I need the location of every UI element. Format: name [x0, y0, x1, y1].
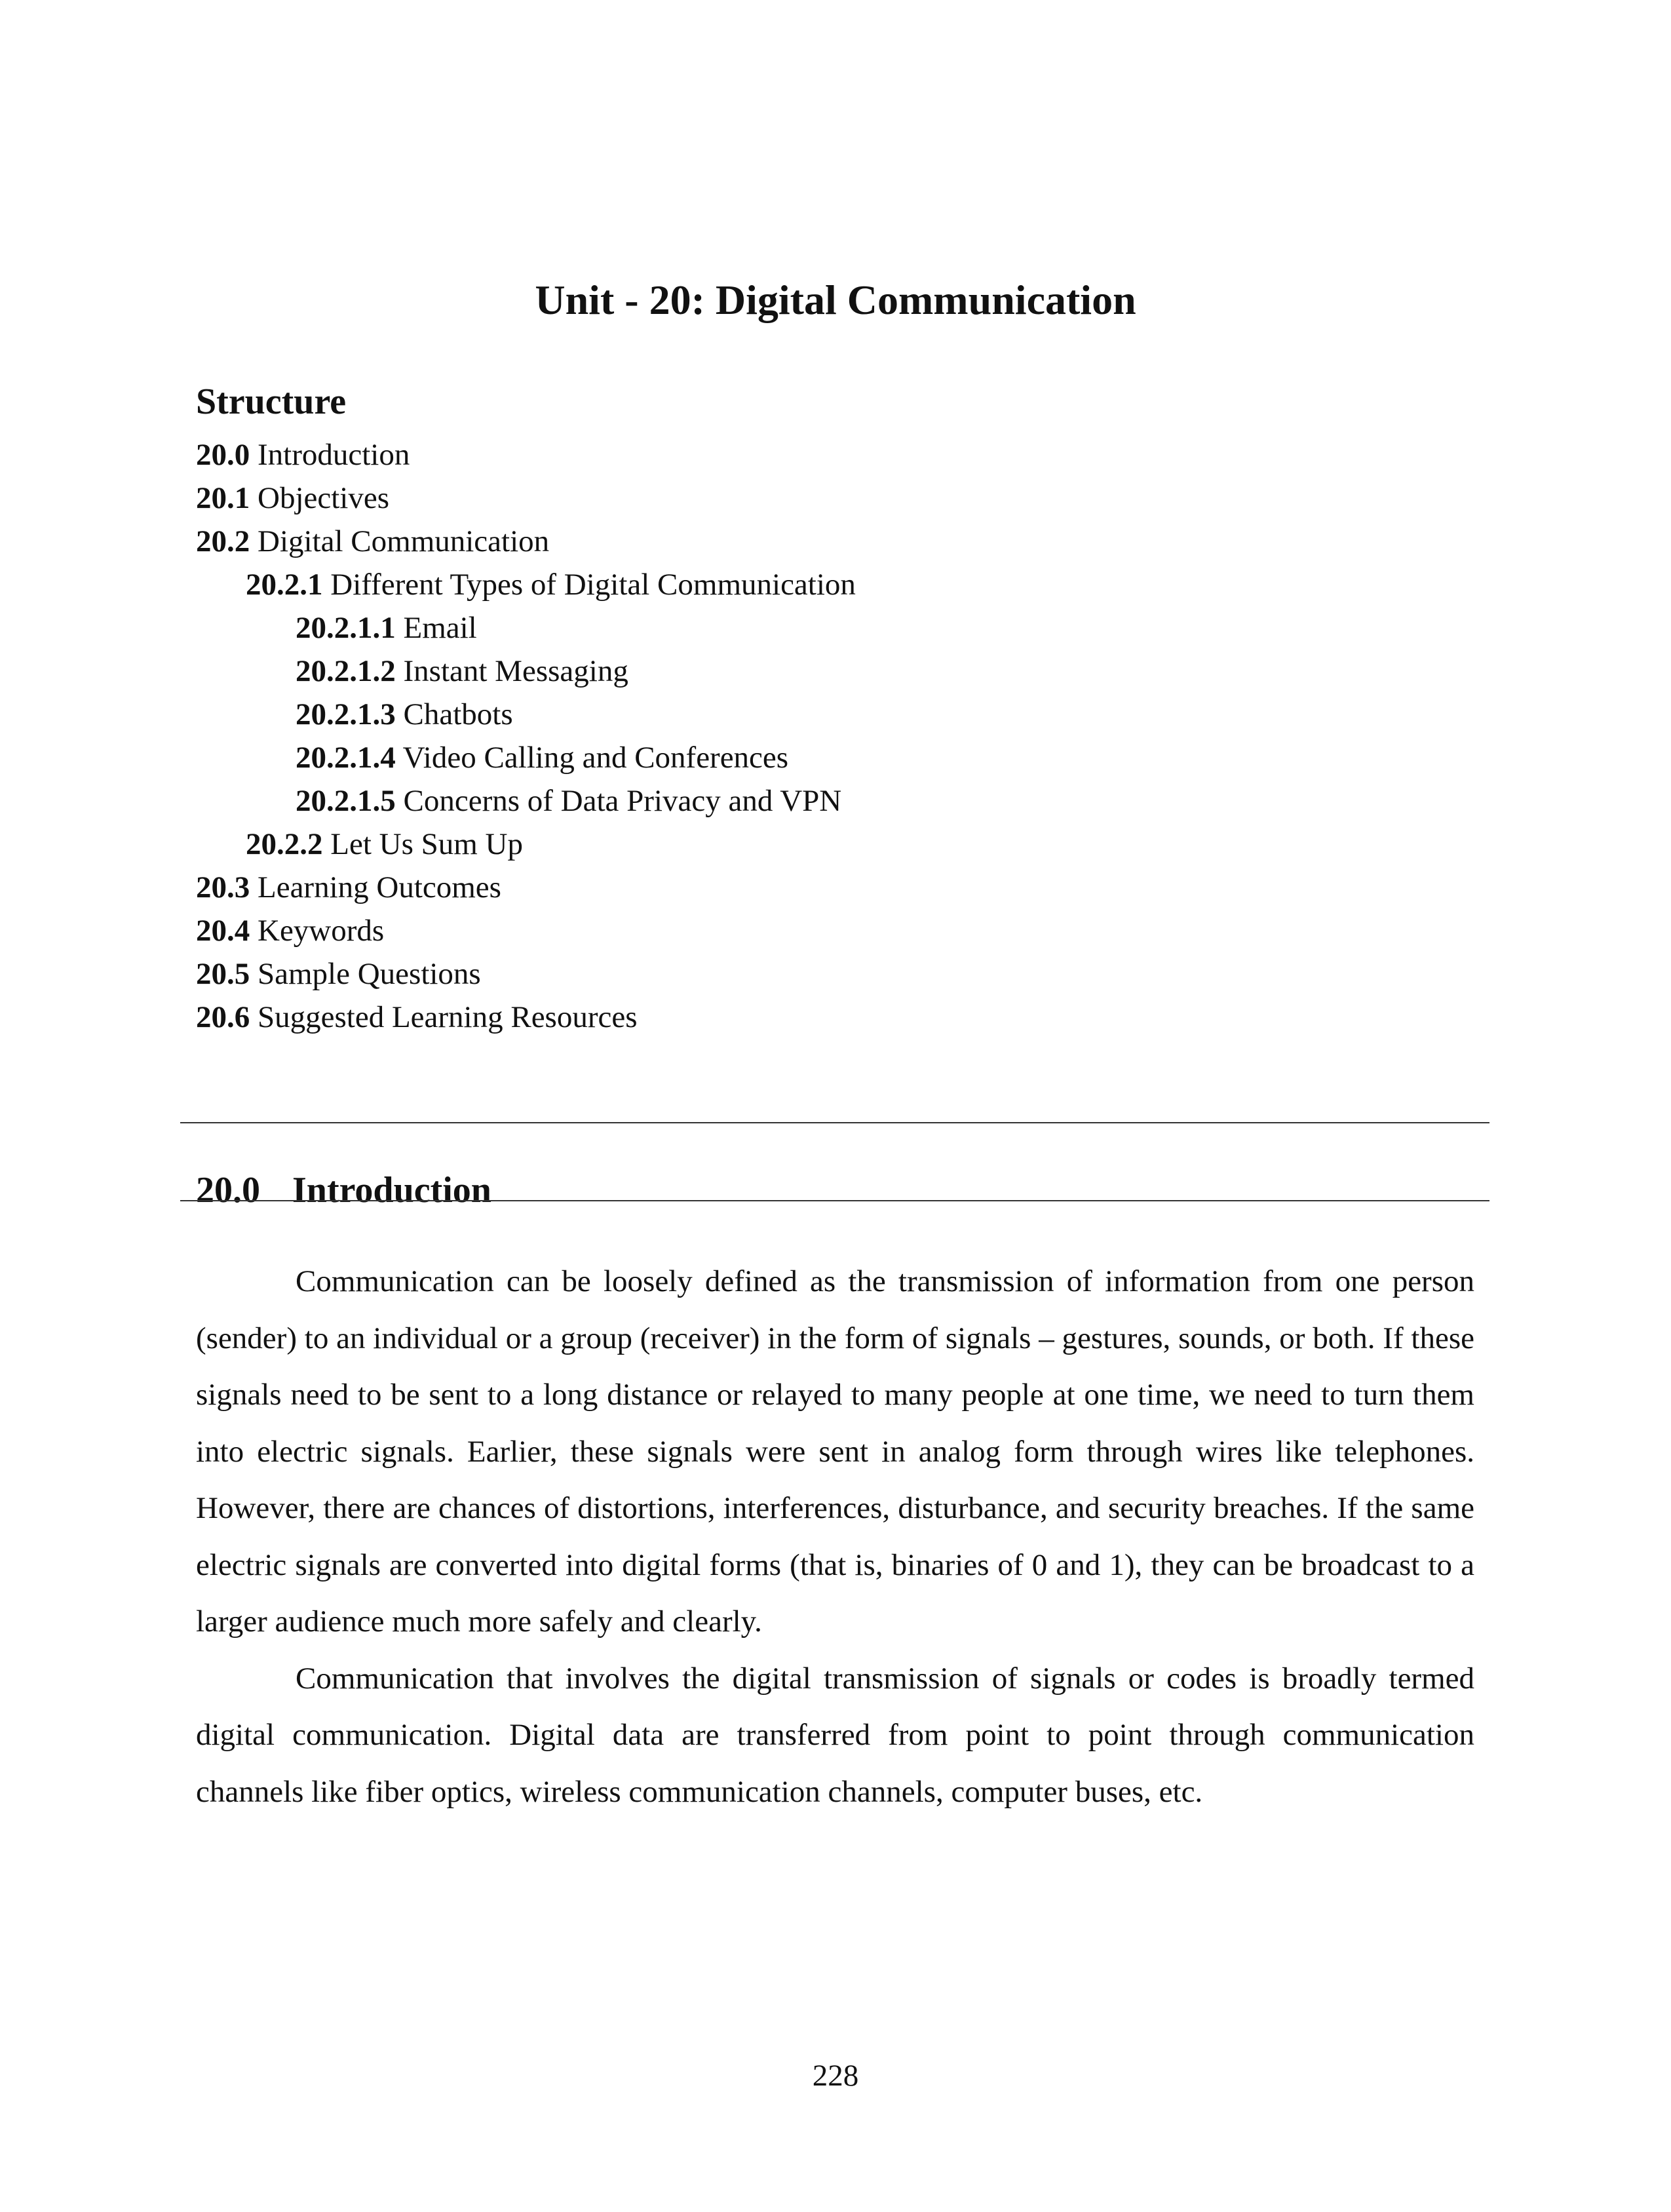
- toc-item: [196, 650, 856, 693]
- section-title: Introduction: [292, 1170, 491, 1211]
- toc-item-number: 20.2.1.3: [296, 697, 396, 731]
- toc-item-label: Video Calling and Conferences: [402, 741, 789, 775]
- toc-item-number: 20.2.2: [246, 827, 323, 861]
- toc-item: [196, 909, 856, 952]
- section-heading: [196, 1169, 491, 1211]
- toc-item-number: 20.5: [196, 957, 250, 991]
- toc-item: [196, 866, 856, 909]
- paragraph: Communication can be loosely defined as the transmission of information from one person (sender) to an individual or a group (receiver) in the form of signals – gestures, sounds, or both. If these signals need to be sent to a long distance or relayed to many people at one time, we need to turn them into electric signals. Earlier, these signals were sent in analog form through wires like telephones. However, there are chances of distortions, interferences, disturbance, and security breaches. If the same electric signals are converted into digital forms (that is, binaries of 0 and 1), they can be broadcast to a larger audience much more safely and clearly.: [196, 1264, 1474, 1639]
- section-rule-bottom: [180, 1200, 1489, 1201]
- toc-item: [196, 520, 856, 563]
- paragraph: Communication that involves the digital transmission of signals or codes is broadly termed digital communication. Digital data are transferred from point to point through communication channels like fiber optics, wireless communication channels, computer buses, etc.: [196, 1661, 1474, 1809]
- toc-item-number: 20.2.1.1: [296, 611, 396, 645]
- toc-item-number: 20.2.1.5: [296, 784, 396, 818]
- toc-item: [196, 952, 856, 996]
- toc-item-number: 20.3: [196, 870, 250, 904]
- toc-item: [196, 433, 856, 476]
- toc-item-label: Suggested Learning Resources: [258, 1000, 638, 1034]
- toc-item-label: Sample Questions: [258, 957, 481, 991]
- toc-item-label: Different Types of Digital Communication: [330, 568, 856, 602]
- toc-item-number: 20.2.1.2: [296, 654, 396, 688]
- toc-item-label: Objectives: [258, 481, 389, 515]
- toc-item-label: Learning Outcomes: [258, 870, 501, 904]
- toc-item: [196, 996, 856, 1039]
- toc-item: [196, 606, 856, 650]
- toc-item: [196, 476, 856, 520]
- toc-item-label: Chatbots: [403, 697, 513, 731]
- page-title: Unit - 20: Digital Communication: [535, 276, 1136, 323]
- toc-item: [196, 823, 856, 866]
- toc-item-label: Instant Messaging: [403, 654, 628, 688]
- toc-item-number: 20.6: [196, 1000, 250, 1034]
- toc-item: [196, 736, 856, 779]
- table-of-contents: [196, 433, 856, 1039]
- toc-item-label: Email: [403, 611, 477, 645]
- toc-item: [196, 563, 856, 606]
- toc-item-number: 20.1: [196, 481, 250, 515]
- toc-item: [196, 779, 856, 823]
- page-number: 228: [812, 2059, 859, 2093]
- toc-item-label: Introduction: [258, 438, 410, 472]
- toc-item-number: 20.4: [196, 914, 250, 948]
- structure-heading: Structure: [196, 381, 347, 423]
- section-body: [196, 1253, 1474, 1820]
- toc-item-number: 20.2.1.4: [296, 741, 396, 775]
- toc-item: [196, 693, 856, 736]
- section-rule-top: [180, 1122, 1489, 1123]
- toc-item-label: Digital Communication: [258, 524, 550, 558]
- toc-item-number: 20.2: [196, 524, 250, 558]
- toc-item-label: Keywords: [258, 914, 385, 948]
- toc-item-number: 20.2.1: [246, 568, 323, 602]
- toc-item-label: Concerns of Data Privacy and VPN: [403, 784, 842, 818]
- section-number: 20.0: [196, 1170, 260, 1211]
- toc-item-label: Let Us Sum Up: [330, 827, 523, 861]
- toc-item-number: 20.0: [196, 438, 250, 472]
